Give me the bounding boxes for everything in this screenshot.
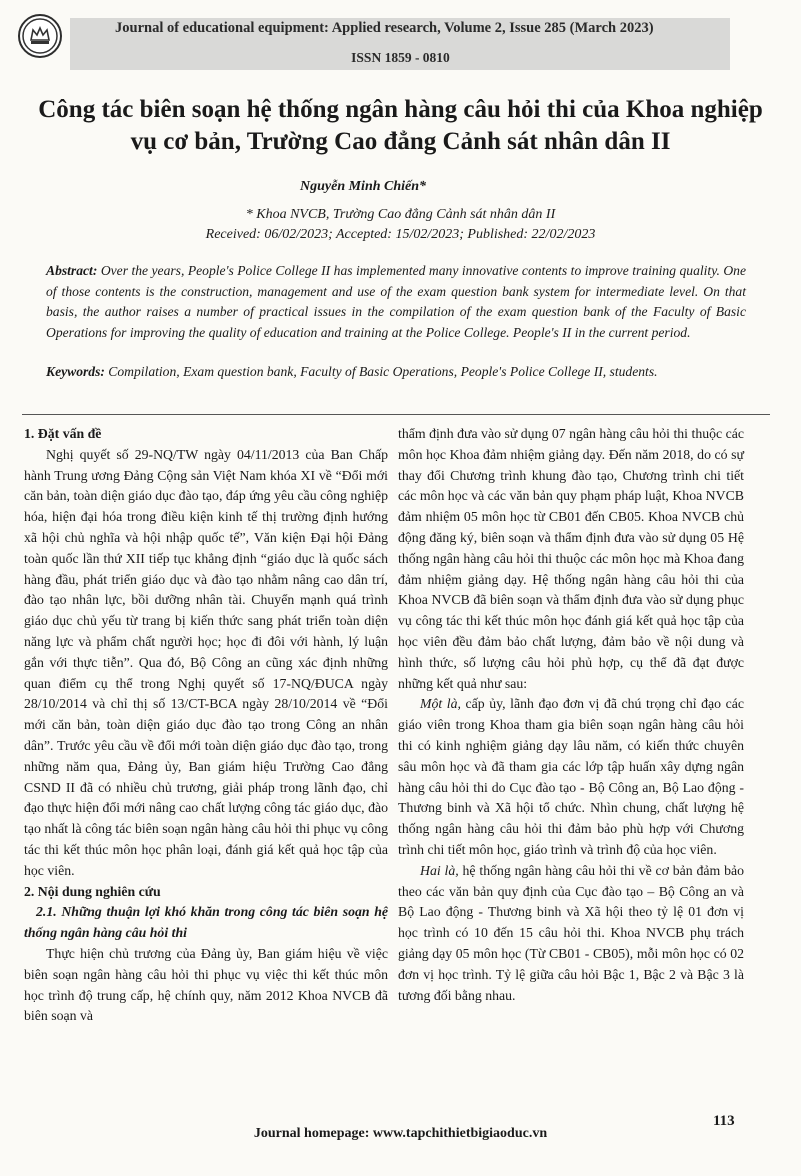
section-heading-1: 1. Đặt vấn đề [24, 426, 102, 441]
affiliation: * Khoa NVCB, Trường Cao đẳng Cảnh sát nhân dân II [245, 207, 556, 222]
abstract-label: Abstract: [46, 263, 98, 278]
keywords-label: Keywords: [46, 364, 105, 379]
journal-info: Journal of educational equipment: Applied research, Volume 2, Issue 285 (March 2023) [115, 20, 654, 36]
paragraph [398, 861, 744, 1007]
column-right [398, 424, 744, 1006]
paragraph [398, 694, 744, 860]
paragraph: Thực hiện chủ trương của Đảng ủy, Ban giám hiệu về việc biên soạn ngân hàng câu hỏi thi phục vụ việc thi kết thúc môn học trình độ trung cấp, hệ chính quy, năm 2012 Khoa NVCB đã biên soạn và [24, 945, 388, 1024]
paragraph-text: cấp ủy, lãnh đạo đơn vị đã chú trọng chỉ đạo các giáo viên trong Khoa tham gia biên soạn ngân hàng câu hỏi thi có kinh nghiệm giảng dạy lâu năm, có kiến thức chuyên sâu môn học và đã tham gia các lớp tập huấn xây dựng ngân hàng câu hỏi thi do Cục đào tạo - Bộ Công an, Bộ Lao động - Thương binh và Xã hội tổ chức. Nhìn chung, chất lượng hệ thống ngân hàng câu hỏi thi đảm bảo phù hợp với Chương trình chi tiết môn học, giáo trình và trình độ của học viên. [398, 696, 744, 857]
page-number: 113 [713, 1113, 735, 1129]
section-heading-2: 2. Nội dung nghiên cứu [24, 883, 161, 899]
article-title: Công tác biên soạn hệ thống ngân hàng câu hỏi thi của Khoa nghiệp vụ cơ bản, Trường Cao đẳng Cảnh sát nhân dân II [38, 96, 763, 155]
paragraph-lead: Hai là, [420, 862, 459, 878]
author: Nguyễn Minh Chiến* [300, 179, 427, 194]
abstract-text: Over the years, People's Police College II has implemented many innovative contents to improve training quality. One of those contents is the construction, management and use of the exam question bank system for intermediate level. On that basis, the author raises a number of practical issues in the compilation of the exam question bank of the Faculty of Basic Operations for improving the quality of education and training at the Police College. People's II in the current period. [46, 263, 746, 340]
column-left [24, 424, 388, 1027]
divider [22, 414, 770, 415]
publication-dates: Received: 06/02/2023; Accepted: 15/02/2023; Published: 22/02/2023 [205, 227, 596, 242]
issn: ISSN 1859 - 0810 [351, 50, 450, 65]
paragraph-lead: Một là, [420, 696, 461, 712]
journal-homepage: Journal homepage: www.tapchithietbigiaoduc.vn [253, 1126, 548, 1141]
abstract [46, 261, 746, 343]
paragraph: thẩm định đưa vào sử dụng 07 ngân hàng câu hỏi thi thuộc các môn học Khoa đảm nhiệm giảng dạy. Đến năm 2018, do có sự thay đổi Chương trình khung đào tạo, Chương trình chi tiết các môn học và các văn bản quy phạm pháp luật, Khoa NVCB đảm nhiệm 05 môn học từ CB01 đến CB05. Khoa NVCB chủ động đăng ký, biên soạn và thẩm định đưa vào sử dụng 05 Hệ thống ngân hàng câu hỏi thi thuộc các môn học mà Khoa đang đảm nhiệm giảng dạy. Hệ thống ngân hàng câu hỏi thi của Khoa NVCB đã biên soạn và thẩm định đưa vào sử dụng phục vụ công tác thi kết thúc môn học đánh giá kết quả học tập của học viên đều đảm bảo chất lượng, đảm bảo về nội dung và hình thức, số lượng câu hỏi phủ hợp, cụ thể đã đạt được những kết quả như sau: [398, 426, 744, 691]
keywords-text: Compilation, Exam question bank, Faculty of Basic Operations, People's Police College II, students. [104, 364, 658, 379]
paragraph-text: hệ thống ngân hàng câu hỏi thi về cơ bản đảm bảo theo các văn bản quy định của Cục đào tạo – Bộ Công an và Bộ Lao động - Thương binh và Xã hội theo tỷ lệ 01 đơn vị học trình có 10 đến 15 câu hỏi thi. Khoa NVCB phụ trách giảng dạy 05 môn học (Từ CB01 - CB05), mỗi môn học có 02 đơn vị học trình. Tỷ lệ giữa câu hỏi Bậc 1, Bậc 2 và Bậc 3 là tương đối bằng nhau. [398, 862, 745, 1003]
paragraph: Nghị quyết số 29-NQ/TW ngày 04/11/2013 của Ban Chấp hành Trung ương Đảng Cộng sản Việt Nam khóa XI về “Đổi mới căn bản, toàn diện giáo dục đào tạo, đáp ứng yêu cầu công nghiệp hóa, hiện đại hóa trong điều kiện kinh tế thị trường định hướng xã hội chủ nghĩa và hội nhập quốc tế”, Văn kiện Đại hội Đảng toàn quốc lần thứ XII tiếp tục khẳng định “giáo dục là quốc sách hàng đầu, phát triển giáo dục và đào tạo nhằm nâng cao dân trí, đào tạo nhân lực, bồi dưỡng nhân tài. Chuyển mạnh quá trình giáo dục chủ yếu từ trang bị kiến thức sang phát triển toàn diện năng lực và phẩm chất người học; học đi đôi với hành, lý luận gắn với thực tiễn”. Qua đó, Bộ Công an cũng xác định những quan điểm cụ thể trong Nghị quyết số 17-NQ/ĐUCA ngày 28/10/2014 và chỉ thị số 13/CT-BCA ngày 28/10/2014 về “Đổi mới căn bản, toàn diện giáo dục đào tạo trong Công an nhân dân”. Trước yêu cầu về đổi mới toàn diện giáo dục đào tạo, trong những năm qua, Đảng ủy, Ban giám hiệu Trường Cao đẳng CSND II đã có nhiều chủ trương, giải pháp trong lãnh đạo, chỉ đạo thực hiện đổi mới nâng cao chất lượng công tác giáo dục, đào tạo nhất là công tác biên soạn ngân hàng câu hỏi thi phục vụ công tác thi kết thúc môn học phân loại, đánh giá kết quả học tập của học viên. [24, 446, 388, 878]
subsection-heading-2-1: 2.1. Những thuận lợi khó khăn trong công tác biên soạn hệ thống ngân hàng câu hỏi thi [24, 904, 388, 941]
keywords [46, 362, 746, 383]
